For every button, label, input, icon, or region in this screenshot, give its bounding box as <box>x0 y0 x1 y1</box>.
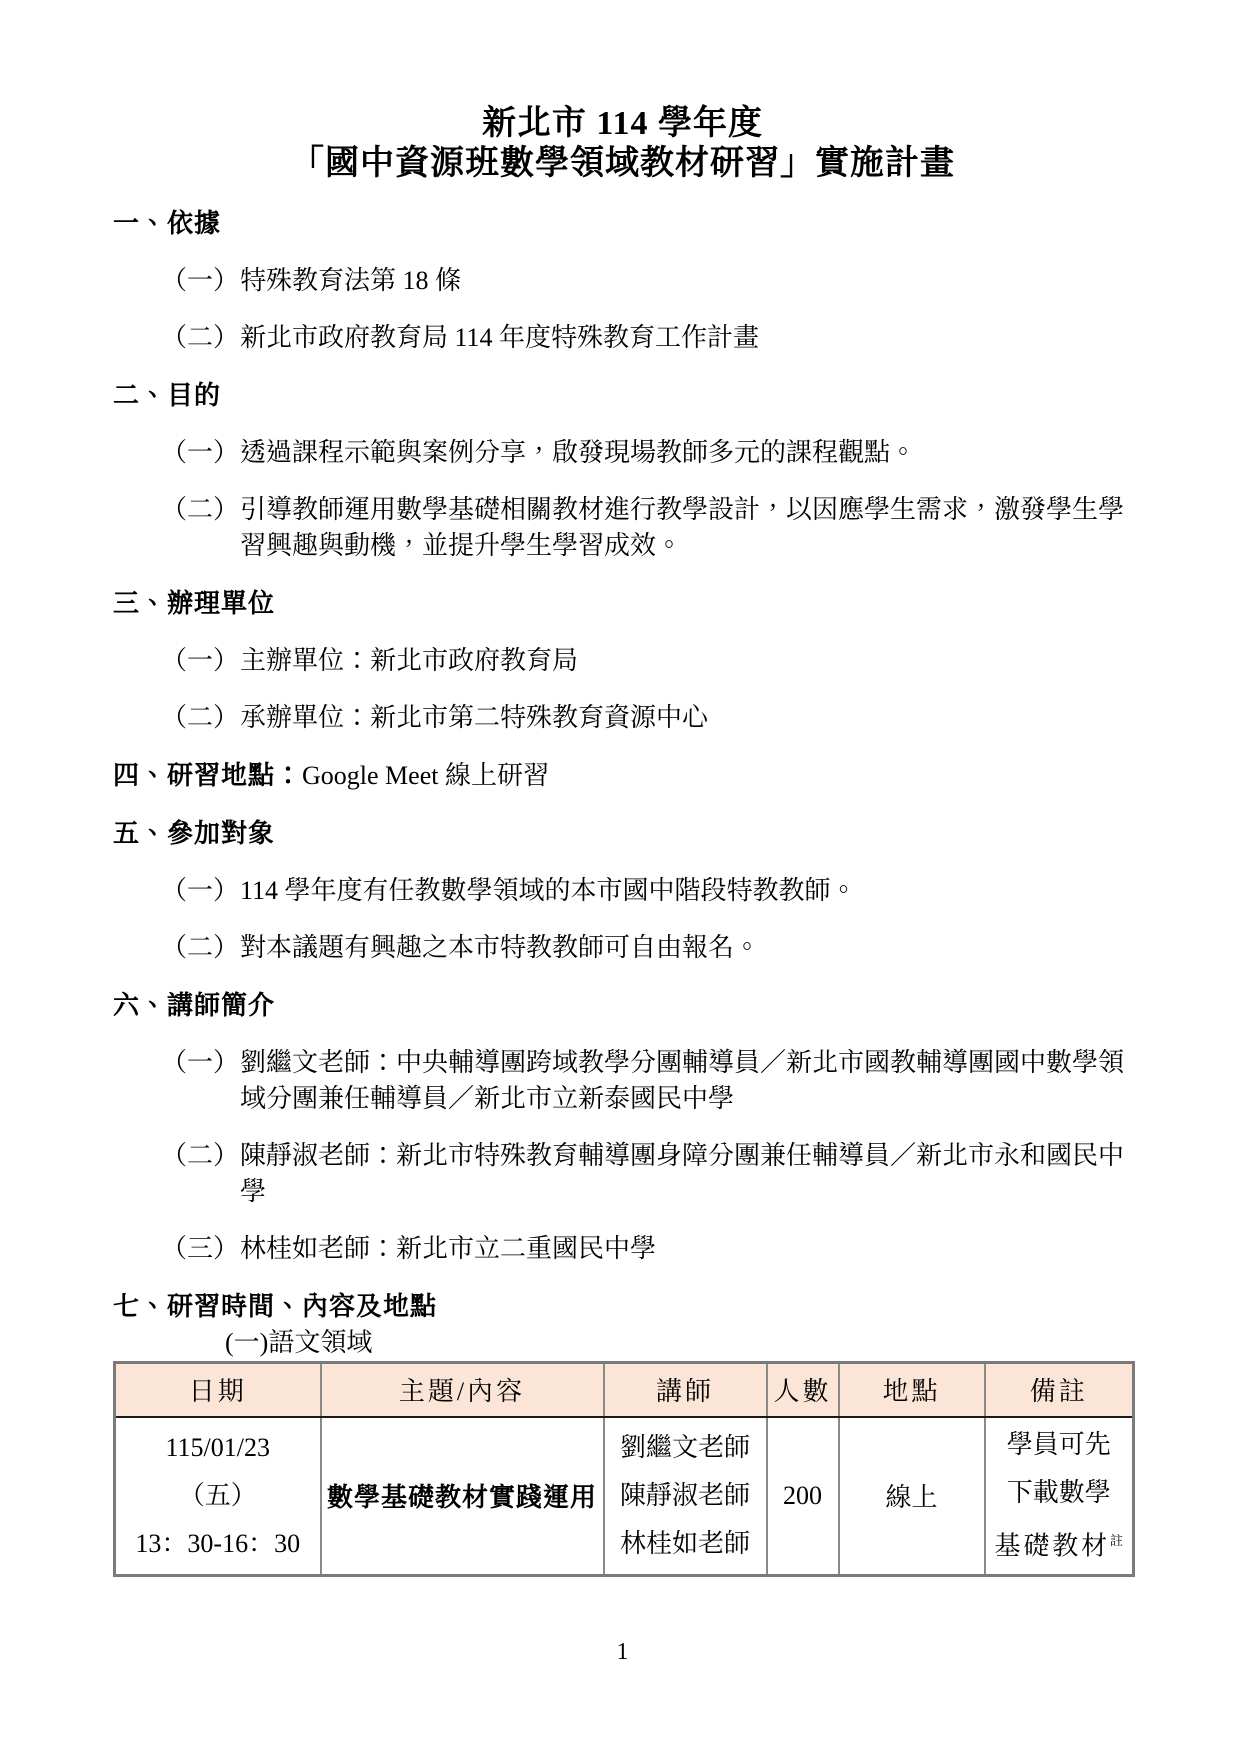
item-text: 引導教師運用數學基礎相關教材進行教學設計，以因應學生需求，激發學生學習興趣與動機，並提升學生學習成效。 <box>240 495 1125 560</box>
column-header-location: 地點 <box>839 1363 985 1417</box>
item-text: 劉繼文老師：中央輔導團跨域教學分團輔導員／新北市國教輔導團國中數學領域分團兼任輔導員／新北市立新泰國民中學 <box>240 1048 1125 1113</box>
section-heading-2: 二、目的 <box>113 381 222 410</box>
document-title-line1: 新北市 114 學年度 <box>481 105 764 142</box>
section-heading-4-value: Google Meet 線上研習 <box>302 761 549 790</box>
item-marker: （一） <box>161 438 240 467</box>
schedule-table <box>113 1361 1135 1577</box>
section-heading-4-label: 四、研習地點： <box>113 761 303 790</box>
column-header-count: 人數 <box>767 1363 839 1417</box>
section-heading-7: 七、研習時間、內容及地點 <box>113 1292 438 1321</box>
lecturer-name: 劉繼文老師 <box>619 1432 750 1462</box>
item-marker: （二） <box>161 495 240 524</box>
item-text: 特殊教育法第 18 條 <box>240 266 462 295</box>
item-marker: （二） <box>161 703 240 732</box>
remarks-text: 學員可先下載數學基礎教材 <box>994 1429 1111 1561</box>
document-title <box>113 104 1132 184</box>
item-marker: （一） <box>161 876 240 905</box>
column-header-remarks: 備註 <box>985 1363 1134 1417</box>
schedule-header-row <box>115 1363 1134 1417</box>
item-text: 114 學年度有任教數學領域的本市國中階段特教教師。 <box>240 876 857 905</box>
list-item <box>113 873 1132 909</box>
section-heading-5: 五、參加對象 <box>113 819 276 848</box>
lecturer-name: 陳靜淑老師 <box>619 1480 750 1510</box>
remarks-cell <box>985 1417 1134 1576</box>
document-title-line2: 「國中資源班數學領域教材研習」實施計畫 <box>290 145 955 182</box>
column-header-date: 日期 <box>115 1363 321 1417</box>
item-text: 陳靜淑老師：新北市特殊教育輔導團身障分團兼任輔導員／新北市永和國民中學 <box>240 1141 1125 1206</box>
item-marker: （一） <box>161 1048 240 1077</box>
section-heading-1: 一、依據 <box>113 209 222 238</box>
item-marker: （二） <box>161 933 240 962</box>
list-item <box>113 1231 1132 1267</box>
date-cell <box>115 1417 321 1576</box>
section-heading-3: 三、辦理單位 <box>113 589 276 618</box>
list-item <box>113 320 1132 356</box>
date-time-line: 13：30-16：30 <box>135 1528 301 1558</box>
lecturer-name: 林桂如老師 <box>619 1528 750 1558</box>
schedule-data-row <box>115 1417 1134 1576</box>
column-header-topic: 主題/內容 <box>321 1363 604 1417</box>
list-item <box>113 930 1132 966</box>
list-item <box>113 263 1132 299</box>
topic-cell: 數學基礎教材實踐運用 <box>321 1417 604 1576</box>
item-text: 新北市政府教育局 114 年度特殊教育工作計畫 <box>240 323 760 352</box>
page-number: 1 <box>616 1639 629 1665</box>
list-item <box>113 700 1132 736</box>
list-item <box>113 492 1132 564</box>
count-cell: 200 <box>767 1417 839 1576</box>
item-marker: （二） <box>161 1141 240 1170</box>
item-text: 承辦單位：新北市第二特殊教育資源中心 <box>240 703 709 732</box>
item-text: 對本議題有興趣之本市特教教師可自由報名。 <box>240 933 761 962</box>
item-text: 主辦單位：新北市政府教育局 <box>240 646 579 675</box>
item-text: 透過課程示範與案例分享，啟發現場教師多元的課程觀點。 <box>240 438 917 467</box>
item-marker: （三） <box>161 1234 240 1263</box>
section-heading-4 <box>113 758 1132 794</box>
column-header-lecturer: 講師 <box>604 1363 767 1417</box>
item-marker: （二） <box>161 323 240 352</box>
sub-heading-language-domain: (一)語文領域 <box>225 1328 373 1357</box>
item-marker: （一） <box>161 266 240 295</box>
list-item <box>113 1138 1132 1210</box>
location-cell: 線上 <box>839 1417 985 1576</box>
remarks-footnote-mark: 註 <box>1109 1532 1123 1548</box>
date-line: 115/01/23 <box>165 1432 270 1462</box>
list-item <box>113 643 1132 679</box>
section-heading-6: 六、講師簡介 <box>113 991 276 1020</box>
list-item <box>113 435 1132 471</box>
date-weekday-line: （五） <box>178 1480 257 1510</box>
lecturer-cell <box>604 1417 767 1576</box>
list-item <box>113 1045 1132 1117</box>
item-marker: （一） <box>161 646 240 675</box>
item-text: 林桂如老師：新北市立二重國民中學 <box>240 1234 657 1263</box>
